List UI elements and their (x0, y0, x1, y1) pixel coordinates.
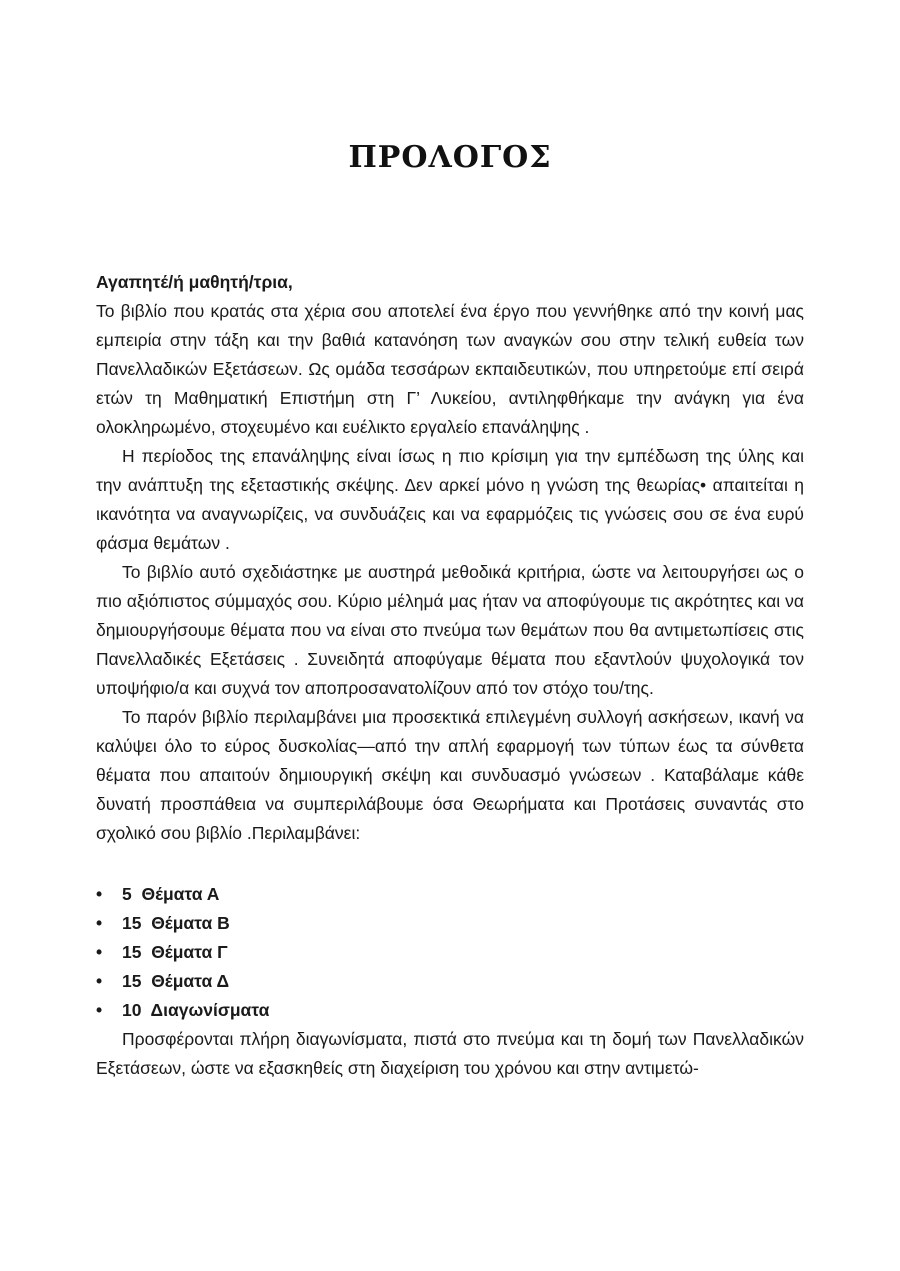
paragraph-revision-period: Η περίοδος της επανάληψης είναι ίσως η πιο κρίσιμη για την εμπέδωση της ύλης και την ανάπτυξη της εξεταστικής σκέψης. Δεν αρκεί μόνο η γνώση της θεωρίας• απαιτείται η ικανότητα να αναγνωρίζεις, να συνδυάζεις και να εφαρμόζεις τις γνώσεις σου σε ένα ευρύ φάσμα θεμάτων . (96, 446, 804, 553)
paragraph-closing: Προσφέρονται πλήρη διαγωνίσματα, πιστά στο πνεύμα και τη δομή των Πανελλαδικών Εξετάσεων, ώστε να εξασκηθείς στη διαχείριση του χρόνου και στην αντιμετώ- (96, 1029, 804, 1078)
bullet-icon: • (96, 1000, 103, 1020)
list-item (96, 880, 804, 909)
contents-list (96, 880, 804, 1025)
paragraph-contents: Το παρόν βιβλίο περιλαμβάνει μια προσεκτικά επιλεγμένη συλλογή ασκήσεων, ικανή να καλύψει όλο το εύρος δυσκολίας—από την απλή εφαρμογή των τύπων έως τα σύνθετα θέματα που απαιτούν δημιουργική σκέψη και συνδυασμό γνώσεων . Καταβάλαμε κάθε δυνατή προσπάθεια να συμπεριλάβουμε όσα Θεωρήματα και Προτάσεις συναντάς στο σχολικό σου βιβλίο .Περιλαμβάνει: (96, 707, 804, 843)
preface-body (96, 268, 804, 1083)
salutation: Αγαπητέ/ή μαθητή/τρια, (96, 272, 293, 292)
list-item (96, 938, 804, 967)
bullet-icon: • (96, 942, 103, 962)
paragraph-book-design: Το βιβλίο αυτό σχεδιάστηκε με αυστηρά μεθοδικά κριτήρια, ώστε να λειτουργήσει ως ο πιο αξιόπιστος σύμμαχός σου. Κύριο μέλημά μας ήταν να αποφύγουμε τις ακρότητες και να δημιουργήσουμε θέματα που να είναι στο πνεύμα των θεμάτων που θα αντιμετωπίσεις στις Πανελλαδικές Εξετάσεις . Συνειδητά αποφύγαμε θέματα που εξαντλούν ψυχολογικά τον υποψήφιο/α και συχνά τον αποπροσανατολίζουν από τον στόχο του/της. (96, 562, 804, 698)
list-item-label: 15 Θέματα Β (122, 913, 230, 933)
list-item-label: 15 Θέματα Δ (122, 971, 230, 991)
bullet-icon: • (96, 913, 103, 933)
paragraph-intro: Το βιβλίο που κρατάς στα χέρια σου αποτελεί ένα έργο που γεννήθηκε από την κοινή μας εμπειρία στην τάξη και την βαθιά κατανόηση των αναγκών σου στην τελική ευθεία των Πανελλαδικών Εξετάσεων. Ως ομάδα τεσσάρων εκπαιδευτικών, που υπηρετούμε επί σειρά ετών τη Μαθηματική Επιστήμη στη Γ’ Λυκείου, αντιληφθήκαμε την ανάγκη για ένα ολοκληρωμένο, στοχευμένο και ευέλικτο εργαλείο επανάληψης . (96, 301, 804, 437)
list-item-label: 15 Θέματα Γ (122, 942, 228, 962)
list-item (96, 996, 804, 1025)
list-item (96, 909, 804, 938)
bullet-icon: • (96, 971, 103, 991)
list-item-label: 10 Διαγωνίσματα (122, 1000, 270, 1020)
list-item-label: 5 Θέματα Α (122, 884, 220, 904)
list-item (96, 967, 804, 996)
bullet-icon: • (96, 884, 103, 904)
page-title: ΠΡΟΛΟΓΟΣ (348, 140, 552, 175)
